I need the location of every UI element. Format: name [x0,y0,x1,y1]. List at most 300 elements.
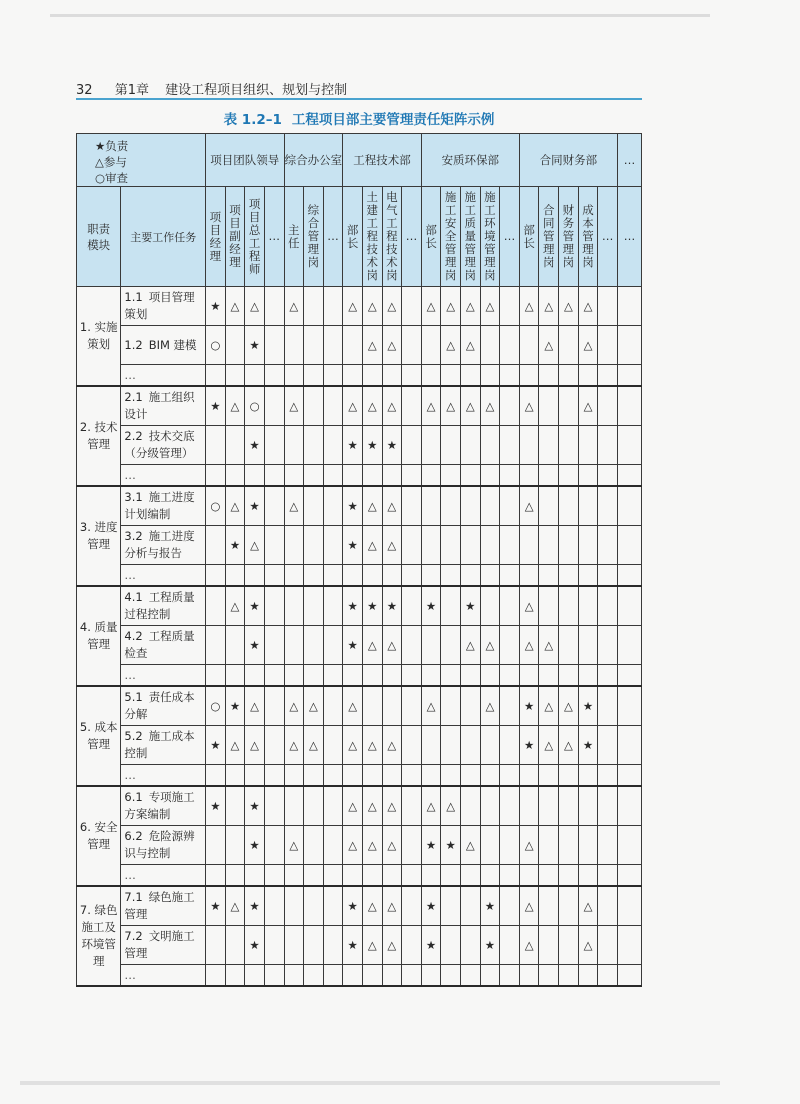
responsibility-cell [598,565,618,587]
responsibility-cell [460,465,480,487]
responsibility-cell: △ [460,287,480,326]
responsibility-cell [323,865,343,887]
responsibility-cell [362,465,382,487]
header-rule [76,98,642,100]
responsibility-cell [206,626,226,665]
responsibility-cell [343,465,363,487]
table-row [77,486,642,526]
responsibility-cell: △ [362,386,382,426]
responsibility-cell [245,865,265,887]
role-label: 项目副经理 [229,203,241,269]
responsibility-cell: △ [382,726,402,765]
responsibility-cell [559,826,579,865]
responsibility-cell [225,626,245,665]
role-header [578,187,598,287]
responsibility-cell: △ [519,486,539,526]
responsibility-cell: △ [441,786,461,826]
responsibility-cell: ★ [206,726,226,765]
responsibility-cell [402,926,422,965]
responsibility-cell [323,586,343,626]
responsibility-cell [264,287,284,326]
task-number: 6.2 [124,829,143,843]
responsibility-cell [500,626,520,665]
responsibility-cell [500,765,520,787]
responsibility-cell: △ [225,386,245,426]
responsibility-cell: ★ [343,586,363,626]
role-label: … [268,229,280,243]
responsibility-cell [441,465,461,487]
responsibility-cell [225,786,245,826]
table-row [77,686,642,726]
task-number: 1.2 [124,337,143,352]
role-label: 综合管理岗 [307,203,320,269]
responsibility-cell [441,365,461,387]
responsibility-cell [480,965,500,987]
responsibility-cell [480,486,500,526]
responsibility-cell [539,886,559,926]
responsibility-cell [617,786,641,826]
task-cell [121,365,206,387]
responsibility-cell [617,465,641,487]
role-header [559,187,579,287]
responsibility-cell: ★ [362,426,382,465]
task-number: 4.2 [124,629,143,643]
responsibility-cell [519,465,539,487]
responsibility-cell: ★ [382,586,402,626]
responsibility-cell [559,526,579,565]
responsibility-cell [382,686,402,726]
responsibility-cell [402,465,422,487]
task-cell [121,765,206,787]
responsibility-cell: △ [245,287,265,326]
table-row [77,865,642,887]
responsibility-cell: ★ [245,786,265,826]
responsibility-cell [460,365,480,387]
responsibility-cell [264,686,284,726]
responsibility-cell [304,386,324,426]
task-number: 3.2 [124,529,143,543]
responsibility-cell: △ [343,826,363,865]
role-header [421,187,441,287]
responsibility-cell [264,426,284,465]
responsibility-cell [460,665,480,687]
responsibility-cell [559,626,579,665]
role-label: 项目经理 [209,209,222,263]
responsibility-cell [402,386,422,426]
role-label: 施工安全管理岗 [444,190,457,282]
responsibility-cell: △ [382,826,402,865]
responsibility-cell [284,886,304,926]
responsibility-cell: ★ [519,686,539,726]
task-cell [121,886,206,926]
responsibility-cell [304,965,324,987]
responsibility-cell [245,565,265,587]
responsibility-cell [206,465,226,487]
task-number: 2.1 [124,390,143,404]
responsibility-cell [382,365,402,387]
responsibility-cell [264,786,284,826]
responsibility-cell [539,365,559,387]
role-label: 部长 [425,222,437,250]
responsibility-cell [264,626,284,665]
responsibility-cell [402,486,422,526]
responsibility-cell [441,426,461,465]
responsibility-cell: △ [519,586,539,626]
role-label: … [601,229,614,243]
responsibility-cell [225,665,245,687]
responsibility-cell [500,426,520,465]
responsibility-cell [578,965,598,987]
responsibility-cell: ★ [362,586,382,626]
responsibility-cell [519,426,539,465]
role-header [225,187,245,287]
responsibility-cell [578,426,598,465]
responsibility-cell: △ [284,486,304,526]
responsibility-cell [460,426,480,465]
responsibility-cell [323,665,343,687]
responsibility-cell [598,665,618,687]
responsibility-cell [225,426,245,465]
responsibility-cell: △ [362,326,382,365]
responsibility-cell [480,326,500,365]
responsibility-cell [519,565,539,587]
responsibility-cell [480,765,500,787]
responsibility-cell [559,865,579,887]
responsibility-cell [323,465,343,487]
responsibility-cell: △ [421,686,441,726]
responsibility-cell [323,326,343,365]
responsibility-cell: ★ [343,426,363,465]
responsibility-cell: △ [284,386,304,426]
responsibility-cell [559,765,579,787]
role-header [598,187,618,287]
responsibility-cell [304,665,324,687]
responsibility-cell [441,686,461,726]
responsibility-cell [617,326,641,365]
responsibility-cell [421,326,441,365]
task-cell [121,865,206,887]
responsibility-cell [284,865,304,887]
responsibility-cell [578,586,598,626]
module-name: 1. 实施策划 [77,287,121,387]
responsibility-cell [343,365,363,387]
responsibility-cell [617,965,641,987]
table-row [77,526,642,565]
responsibility-cell: ★ [343,886,363,926]
responsibility-cell [421,526,441,565]
table-row [77,765,642,787]
group-header: 项目团队领导 [206,134,284,187]
responsibility-cell [539,586,559,626]
responsibility-cell [264,726,284,765]
responsibility-cell: △ [382,926,402,965]
responsibility-cell [284,926,304,965]
responsibility-cell [617,365,641,387]
responsibility-cell [402,886,422,926]
responsibility-cell [578,486,598,526]
responsibility-cell [500,686,520,726]
responsibility-cell [460,565,480,587]
responsibility-cell [480,426,500,465]
role-label: 部长 [346,222,359,250]
role-header [206,187,226,287]
task-name: 技术交底（分级管理） [124,429,195,460]
responsibility-cell [460,965,480,987]
group-header: 工程技术部 [343,134,421,187]
responsibility-cell [343,665,363,687]
role-label: … [327,229,339,243]
responsibility-cell [559,786,579,826]
responsibility-cell [421,365,441,387]
responsibility-cell [539,465,559,487]
responsibility-cell: △ [225,287,245,326]
responsibility-cell: △ [245,526,265,565]
responsibility-cell [598,765,618,787]
responsibility-cell [539,565,559,587]
responsibility-cell: ★ [343,526,363,565]
responsibility-cell: ★ [460,586,480,626]
responsibility-cell [323,786,343,826]
responsibility-cell [578,826,598,865]
responsibility-cell [559,486,579,526]
responsibility-cell [460,526,480,565]
task-number: 5.1 [124,690,143,704]
task-ellipsis: … [124,467,136,482]
responsibility-cell [402,786,422,826]
responsibility-cell: △ [362,886,382,926]
responsibility-cell [323,386,343,426]
table-row [77,965,642,987]
responsibility-cell [206,565,226,587]
chapter-number: 第1章 [114,83,149,98]
responsibility-cell [578,665,598,687]
responsibility-cell: △ [284,826,304,865]
task-ellipsis: … [124,667,136,682]
running-header [76,79,347,98]
table-row [77,786,642,826]
responsibility-cell: ★ [206,786,226,826]
responsibility-cell [559,365,579,387]
responsibility-cell: ★ [245,326,265,365]
responsibility-cell [323,726,343,765]
task-cell [121,786,206,826]
responsibility-cell: △ [284,686,304,726]
task-cell [121,626,206,665]
responsibility-cell [519,526,539,565]
responsibility-cell [402,826,422,865]
responsibility-cell [402,565,422,587]
responsibility-cell: △ [519,386,539,426]
responsibility-cell: △ [245,726,265,765]
task-cell [121,326,206,365]
responsibility-cell [421,765,441,787]
responsibility-cell [539,965,559,987]
responsibility-cell: ★ [421,826,441,865]
responsibility-cell [441,486,461,526]
responsibility-matrix-table [76,133,642,987]
responsibility-cell [402,865,422,887]
responsibility-cell [284,665,304,687]
role-label: 合同管理岗 [543,203,555,269]
scan-top-edge [50,14,710,17]
responsibility-cell [460,886,480,926]
task-number: 1.1 [124,290,143,304]
role-header [264,187,284,287]
role-header [519,187,539,287]
responsibility-cell [598,386,618,426]
responsibility-cell [323,365,343,387]
responsibility-cell [460,926,480,965]
responsibility-cell: △ [421,287,441,326]
responsibility-cell: △ [304,726,324,765]
responsibility-cell: △ [559,287,579,326]
role-label: 施工环境管理岗 [484,190,496,282]
role-header [500,187,520,287]
responsibility-cell: ★ [578,726,598,765]
responsibility-cell [421,565,441,587]
responsibility-cell [245,765,265,787]
responsibility-cell [225,826,245,865]
responsibility-cell: △ [382,886,402,926]
responsibility-cell [598,726,618,765]
responsibility-cell: △ [225,586,245,626]
responsibility-cell [225,326,245,365]
responsibility-cell [402,365,422,387]
responsibility-cell [617,565,641,587]
responsibility-cell [304,926,324,965]
responsibility-cell: △ [362,486,382,526]
table-number: 表 1.2–1 [223,112,282,128]
responsibility-cell [559,926,579,965]
responsibility-cell [598,686,618,726]
role-label: 电气工程技术岗 [386,190,398,282]
responsibility-cell [598,426,618,465]
responsibility-cell [264,826,284,865]
module-name: 7. 绿色施工及环境管理 [77,886,121,986]
responsibility-cell [362,965,382,987]
responsibility-cell [284,365,304,387]
responsibility-cell: △ [382,486,402,526]
responsibility-cell [500,965,520,987]
responsibility-cell [421,486,441,526]
chapter-title: 建设工程项目组织、规划与控制 [165,83,348,98]
responsibility-cell: ○ [206,486,226,526]
responsibility-cell [225,565,245,587]
task-cell [121,465,206,487]
responsibility-cell [304,886,324,926]
role-label: 土建工程技术岗 [366,190,378,282]
responsibility-cell [598,926,618,965]
responsibility-cell [402,326,422,365]
responsibility-cell: ○ [206,686,226,726]
responsibility-cell [617,765,641,787]
responsibility-cell [578,786,598,826]
table-row [77,426,642,465]
table-row [77,326,642,365]
responsibility-cell: △ [382,626,402,665]
responsibility-cell: △ [441,386,461,426]
responsibility-cell [519,665,539,687]
responsibility-cell [402,686,422,726]
responsibility-cell [617,726,641,765]
responsibility-cell [460,765,480,787]
responsibility-cell [539,386,559,426]
responsibility-cell: △ [343,686,363,726]
responsibility-cell [323,826,343,865]
responsibility-cell: ★ [206,386,226,426]
responsibility-cell: △ [441,287,461,326]
responsibility-cell [225,365,245,387]
responsibility-cell [323,765,343,787]
table-row [77,726,642,765]
responsibility-cell [402,526,422,565]
responsibility-cell [421,426,441,465]
responsibility-cell [362,865,382,887]
responsibility-cell: △ [362,786,382,826]
responsibility-cell: △ [284,287,304,326]
responsibility-cell [402,965,422,987]
responsibility-cell [500,486,520,526]
task-name: 文明施工管理 [124,929,195,960]
responsibility-cell [264,526,284,565]
responsibility-cell: ★ [578,686,598,726]
responsibility-cell: ★ [441,826,461,865]
responsibility-cell: ★ [225,686,245,726]
responsibility-cell [441,726,461,765]
responsibility-cell: △ [480,686,500,726]
responsibility-cell [304,586,324,626]
responsibility-cell: △ [539,326,559,365]
responsibility-cell [225,965,245,987]
responsibility-cell [206,865,226,887]
responsibility-cell [617,426,641,465]
responsibility-cell [206,526,226,565]
task-name: 工程质量检查 [124,629,195,660]
role-header [441,187,461,287]
responsibility-cell: △ [343,726,363,765]
role-label: 施工质量管理岗 [464,190,477,282]
responsibility-cell [206,586,226,626]
responsibility-cell [284,765,304,787]
task-cell [121,686,206,726]
responsibility-cell [500,786,520,826]
task-cell [121,287,206,326]
responsibility-cell [421,726,441,765]
responsibility-cell [382,765,402,787]
legend-lead: ★负责 [95,139,129,153]
responsibility-cell [500,526,520,565]
task-number: 7.1 [124,890,143,904]
responsibility-cell: △ [480,386,500,426]
responsibility-cell [617,665,641,687]
module-name: 6. 安全管理 [77,786,121,886]
responsibility-cell [264,565,284,587]
task-name: 施工组织设计 [124,390,195,421]
responsibility-cell [500,565,520,587]
responsibility-cell [304,765,324,787]
role-header [284,187,304,287]
responsibility-cell: ★ [245,586,265,626]
responsibility-cell [382,565,402,587]
responsibility-cell [460,865,480,887]
task-name: 危险源辨识与控制 [124,829,195,860]
responsibility-cell [362,765,382,787]
responsibility-cell: ★ [225,526,245,565]
responsibility-cell: △ [460,626,480,665]
task-cell [121,926,206,965]
responsibility-cell [617,586,641,626]
responsibility-cell [264,586,284,626]
